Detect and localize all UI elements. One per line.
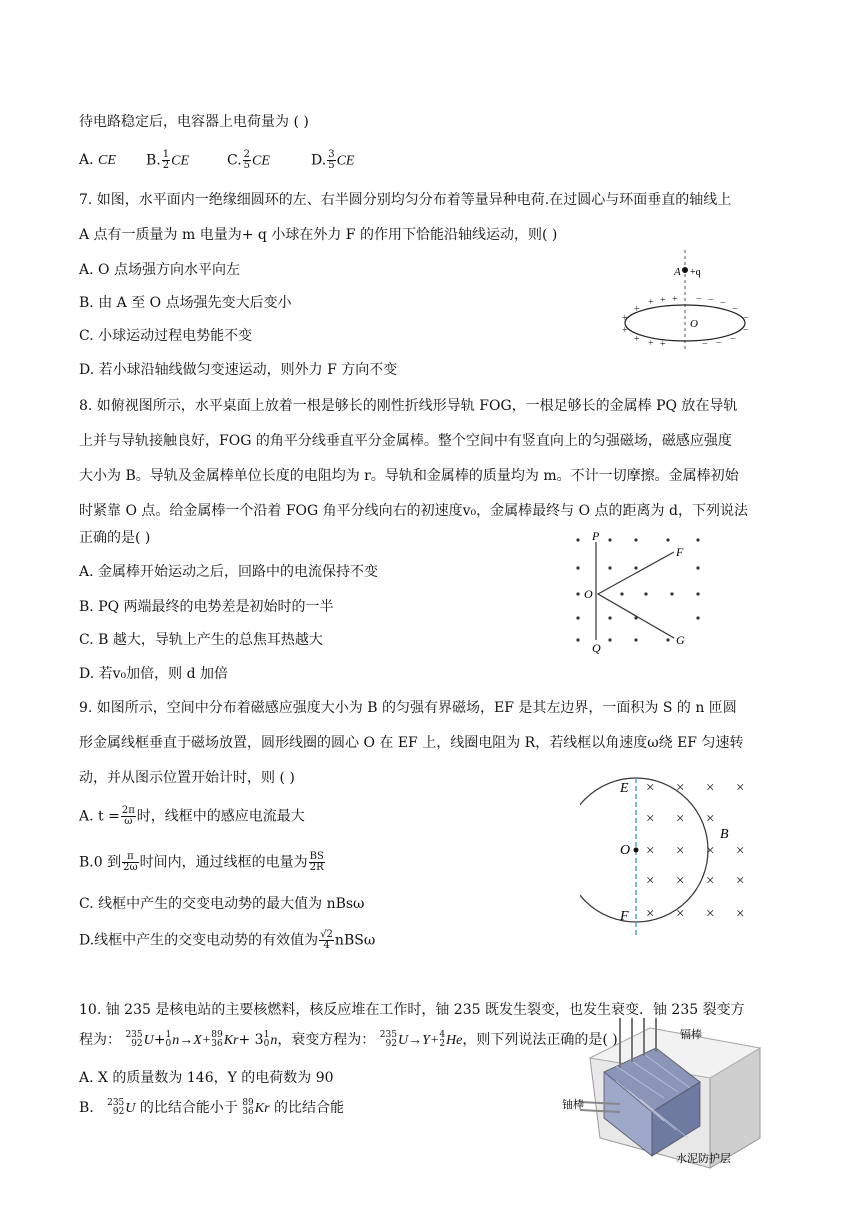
svg-text:−: −: [716, 338, 722, 349]
q10-reactor-figure: [560, 1018, 780, 1178]
field-cross: ×: [676, 873, 685, 889]
q6-option-c[interactable]: C. $\frac{2}{5}$ CE: [227, 149, 270, 171]
field-cross: ×: [646, 780, 655, 796]
rod-label: 镉棒: [680, 1029, 702, 1041]
svg-text:−: −: [702, 339, 708, 350]
field-cross: ×: [676, 780, 685, 796]
label-f: F: [620, 909, 629, 924]
q10-stem-line1: 10. 铀 235 是核电站的主要核燃料，核反应堆在工作时，铀 235 既发生裂变，也发生衰变．铀 235 裂变方: [79, 1002, 745, 1018]
q8-option-b[interactable]: B. PQ 两端最终的电势差是初始时的一半: [79, 599, 334, 615]
q8-option-d[interactable]: D. 若v₀加倍，则 d 加倍: [79, 666, 229, 682]
svg-text:+: +: [634, 334, 640, 345]
charge-label: +q: [690, 267, 701, 278]
svg-text:−: −: [732, 304, 738, 315]
q7-option-c[interactable]: C. 小球运动过程电势能不变: [79, 328, 253, 344]
fraction: $\frac{3}{5}$: [328, 149, 335, 171]
wall-label: 水泥防护层: [676, 1153, 731, 1165]
label-o: O: [584, 587, 593, 601]
svg-text:−: −: [708, 295, 714, 306]
field-cross: ×: [706, 843, 715, 859]
svg-text:−: −: [730, 334, 736, 345]
q8-rail-figure: [570, 530, 710, 655]
svg-text:+: +: [660, 339, 666, 350]
point-a-label: A: [674, 266, 681, 278]
q8-stem-line3: 大小为 B。导轨及金属棒单位长度的电阻均为 r。导轨和金属棒的质量均为 m。不计一切摩擦。金属棒初始: [79, 468, 739, 484]
q10-option-a[interactable]: A. X 的质量数为 146，Y 的电荷数为 90: [79, 1070, 334, 1086]
q7-option-b[interactable]: B. 由 A 至 O 点场强先变大后变小: [79, 295, 292, 311]
q8-option-c[interactable]: C. B 越大，导轨上产生的总焦耳热越大: [79, 632, 323, 648]
svg-text:+: +: [648, 338, 654, 349]
field-cross: ×: [646, 873, 655, 889]
q8-option-a[interactable]: A. 金属棒开始运动之后，回路中的电流保持不变: [79, 564, 379, 580]
fraction: $\frac{√2}{4}$: [320, 929, 333, 951]
q8-stem-line2: 上并与导轨接触良好，FOG 的角平分线垂直平分金属棒。整个空间中有竖直向上的匀强磁场，磁感应强度: [79, 433, 732, 449]
label-e: E: [620, 781, 629, 796]
field-cross: ×: [676, 843, 685, 859]
field-cross: ×: [706, 906, 715, 922]
q8-stem-line4: 时紧靠 O 点。给金属棒一个沿着 FOG 角平分线向右的初速度v₀，金属棒最终与 O 点的距离为 d，下列说法: [79, 503, 748, 519]
field-cross: ×: [706, 811, 715, 827]
svg-text:+: +: [672, 294, 678, 305]
q6-stem: 待电路稳定后，电容器上电荷量为 ( ): [79, 114, 309, 130]
field-cross: ×: [736, 873, 745, 889]
field-cross: ×: [646, 906, 655, 922]
q9-option-b[interactable]: B.0 到 $\frac{\pi}{2\omega}$ 时间内，通过线框的电量为 $\frac{BS}{2R}$: [79, 851, 324, 873]
q9-option-d[interactable]: D.线框中产生的交变电动势的有效值为 $\frac{√2}{4}$ nBSω: [79, 929, 376, 951]
label-g: G: [676, 633, 685, 647]
field-cross: ×: [736, 906, 745, 922]
label-p: P: [592, 530, 600, 543]
field-cross: ×: [706, 780, 715, 796]
field-cross: ×: [646, 843, 655, 859]
field-cross: ×: [646, 811, 655, 827]
fraction: $\frac{\pi}{2\omega}$: [123, 851, 138, 873]
label-q: Q: [592, 641, 601, 655]
q9-magnetic-field-figure: [580, 770, 760, 940]
svg-text:+: +: [660, 295, 666, 306]
fraction: $\frac{2}{5}$: [243, 149, 251, 171]
q7-option-d[interactable]: D. 若小球沿轴线做匀变速运动，则外力 F 方向不变: [79, 362, 398, 378]
q9-stem-line2: 形金属线框垂直于磁场放置，圆形线圈的圆心 O 在 EF 上，线圈电阻为 R，若线框以角速度ω绕 EF 匀速转: [79, 735, 744, 751]
fraction: $\frac{BS}{2R}$: [309, 851, 324, 873]
svg-text:−: −: [743, 313, 749, 324]
svg-text:+: +: [622, 325, 628, 336]
q9-option-a[interactable]: A. t = $\frac{2\pi}{\omega}$ 时，线框中的感应电流最大: [79, 805, 305, 827]
coil-circle: [580, 778, 708, 922]
label-f: F: [676, 545, 684, 559]
fraction: $\frac{1}{2}$: [162, 149, 170, 171]
fuel-label: 铀棒: [562, 1099, 584, 1111]
center-label: O: [690, 318, 698, 330]
center-o: [634, 848, 639, 853]
field-cross: ×: [736, 843, 745, 859]
svg-text:+: +: [634, 304, 640, 315]
q10-equations: 程为： 235 92 U+ 1 0 n→X+ 89 36 Kr+ 3 1 0 n，衰变方程为： 235 92 U→Y+ 4 2 He，则下列说法正确的是( ): [79, 1030, 618, 1049]
rail-fog: [598, 552, 674, 638]
q8-stem-line1: 8. 如俯视图所示，水平桌面上放着一根是够长的刚性折线形导轨 FOG，一根足够长的金属棒 PQ 放在导轨: [79, 398, 738, 414]
q7-stem-line1: 7. 如图，水平面内一绝缘细圆环的左、右半圆分别均匀分布着等量异种电荷.在过圆心与环面垂直的轴线上: [79, 192, 732, 208]
svg-text:−: −: [743, 325, 749, 336]
field-cross: ×: [676, 811, 685, 827]
label-b: B: [720, 827, 729, 842]
q9-option-c[interactable]: C. 线框中产生的交变电动势的最大值为 nBsω: [79, 896, 365, 912]
field-cross: ×: [736, 780, 745, 796]
svg-text:−: −: [696, 294, 702, 305]
q6-option-d[interactable]: D. $\frac{3}{5}$ CE: [311, 149, 355, 171]
field-cross: ×: [676, 906, 685, 922]
q7-ring-figure: [610, 245, 760, 355]
q9-stem-line3: 动，并从图示位置开始计时，则 ( ): [79, 770, 295, 786]
q6-option-b[interactable]: B. $\frac{1}{2}$ CE: [146, 149, 190, 171]
label-o: O: [620, 843, 631, 858]
q8-stem-line5: 正确的是( ): [79, 530, 151, 546]
fraction: $\frac{2\pi}{\omega}$: [121, 805, 135, 827]
q6-option-a[interactable]: A. CE: [79, 152, 116, 168]
svg-text:+: +: [622, 313, 628, 324]
point-a: [682, 267, 688, 273]
field-cross: ×: [706, 873, 715, 889]
q9-stem-line1: 9. 如图所示，空间中分布着磁感应强度大小为 B 的匀强有界磁场，EF 是其左边界，一面积为 S 的 n 匝圆: [79, 700, 737, 716]
q7-option-a[interactable]: A. O 点场强方向水平向左: [79, 262, 240, 278]
q10-option-b[interactable]: B. 235 92 U 的比结合能小于 89 36 Kr 的比结合能: [79, 1098, 345, 1117]
svg-text:−: −: [720, 298, 726, 309]
q7-stem-line2: A 点有一质量为 m 电量为+ q 小球在外力 F 的作用下恰能沿轴线运动，则( ): [79, 227, 558, 243]
svg-text:+: +: [648, 297, 654, 308]
